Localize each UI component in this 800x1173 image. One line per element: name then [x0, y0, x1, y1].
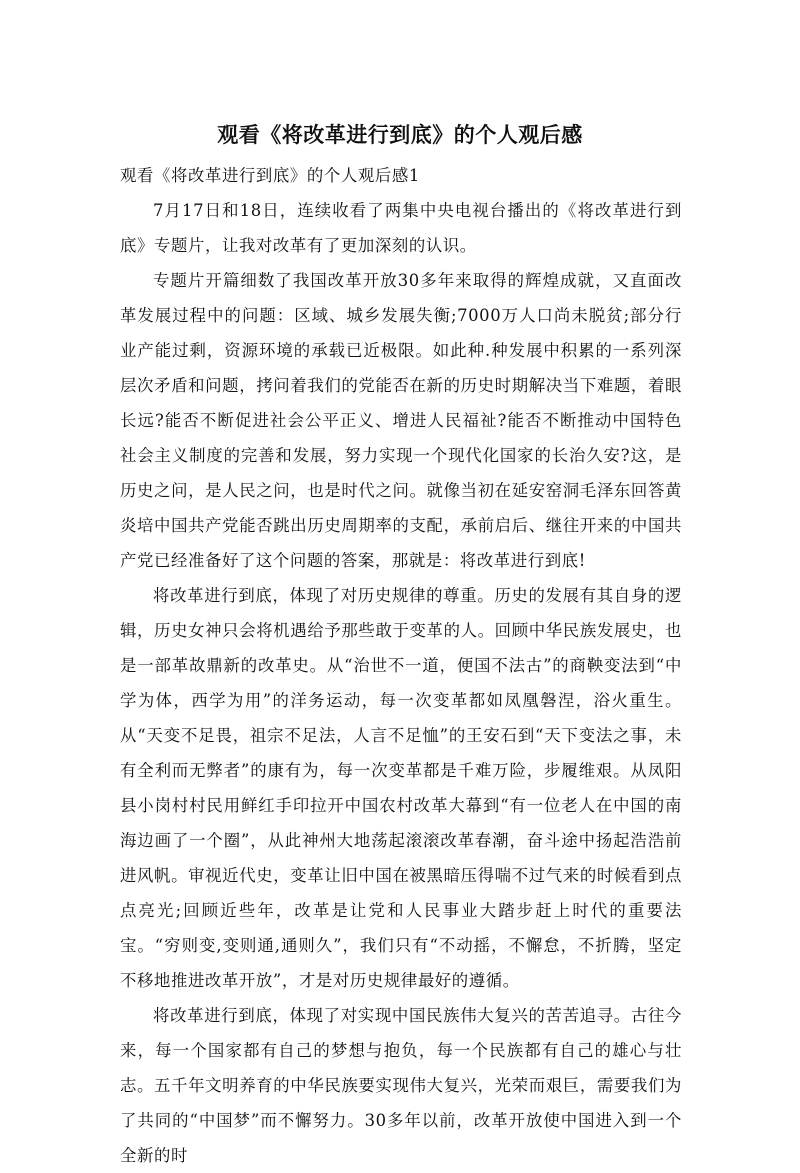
document-subtitle: 观看《将改革进行到底》的个人观后感1 — [120, 166, 420, 185]
document-body — [120, 158, 682, 1173]
paragraph: 专题片开篇细数了我国改革开放30多年来取得的辉煌成就，又直面改革发展过程中的问题：区域、城乡发展失衡;7000万人口尚未脱贫;部分行业产能过剩，资源环境的承载已近极限。如此种.种发展中积累的一系列深层次矛盾和问题，拷问着我们的党能否在新的历史时期解决当下难题，着眼长远?能否不断促进社会公平正义、增进人民福祉?能否不断推动中国特色社会主义制度的完善和发展，努力实现一个现代化国家的长治久安?这，是历史之问，是人民之问，也是时代之问。就像当初在延安窑洞毛泽东回答黄炎培中国共产党能否跳出历史周期率的支配，承前启后、继往开来的中国共产党已经准备好了这个问题的答案，那就是：将改革进行到底! — [120, 271, 682, 570]
paragraph: 将改革进行到底，体现了对实现中国民族伟大复兴的苦苦追寻。古往今来，每一个国家都有自己的梦想与抱负，每一个民族都有自己的雄心与壮志。五千年文明养育的中华民族要实现伟大复兴，光荣而艰巨，需要我们为了共同的“中国梦”而不懈努力。30多年以前，改革开放使中国进入到一个全新的时 — [120, 1006, 682, 1165]
paragraph: 7月17日和18日，连续收看了两集中央电视台播出的《将改革进行到底》专题片，让我对改革有了更加深刻的认识。 — [120, 201, 682, 255]
paragraph: 将改革进行到底，体现了对历史规律的尊重。历史的发展有其自身的逻辑，历史女神只会将机遇给予那些敢于变革的人。回顾中华民族发展史，也是一部革故鼎新的改革史。从“治世不一道，便国不法古”的商鞅变法到“中学为体，西学为用”的洋务运动，每一次变革都如凤凰磐涅，浴火重生。从“天变不足畏，祖宗不足法，人言不足恤”的王安石到“天下变法之事，未有全利而无弊者”的康有为，每一次变革都是千难万险，步履维艰。从凤阳县小岗村村民用鲜红手印拉开中国农村改革大幕到“有一位老人在中国的南海边画了一个圈”，从此神州大地荡起滚滚改革春潮，奋斗途中扬起浩浩前进风帆。审视近代史，变革让旧中国在被黑暗压得喘不过气来的时候看到点点亮光;回顾近些年，改革是让党和人民事业大踏步赶上时代的重要法宝。“穷则变,变则通,通则久”，我们只有“不动摇，不懈怠，不折腾，坚定不移地推进改革开放”，才是对历史规律最好的遵循。 — [120, 586, 682, 990]
document-title: 观看《将改革进行到底》的个人观后感 — [217, 123, 583, 147]
